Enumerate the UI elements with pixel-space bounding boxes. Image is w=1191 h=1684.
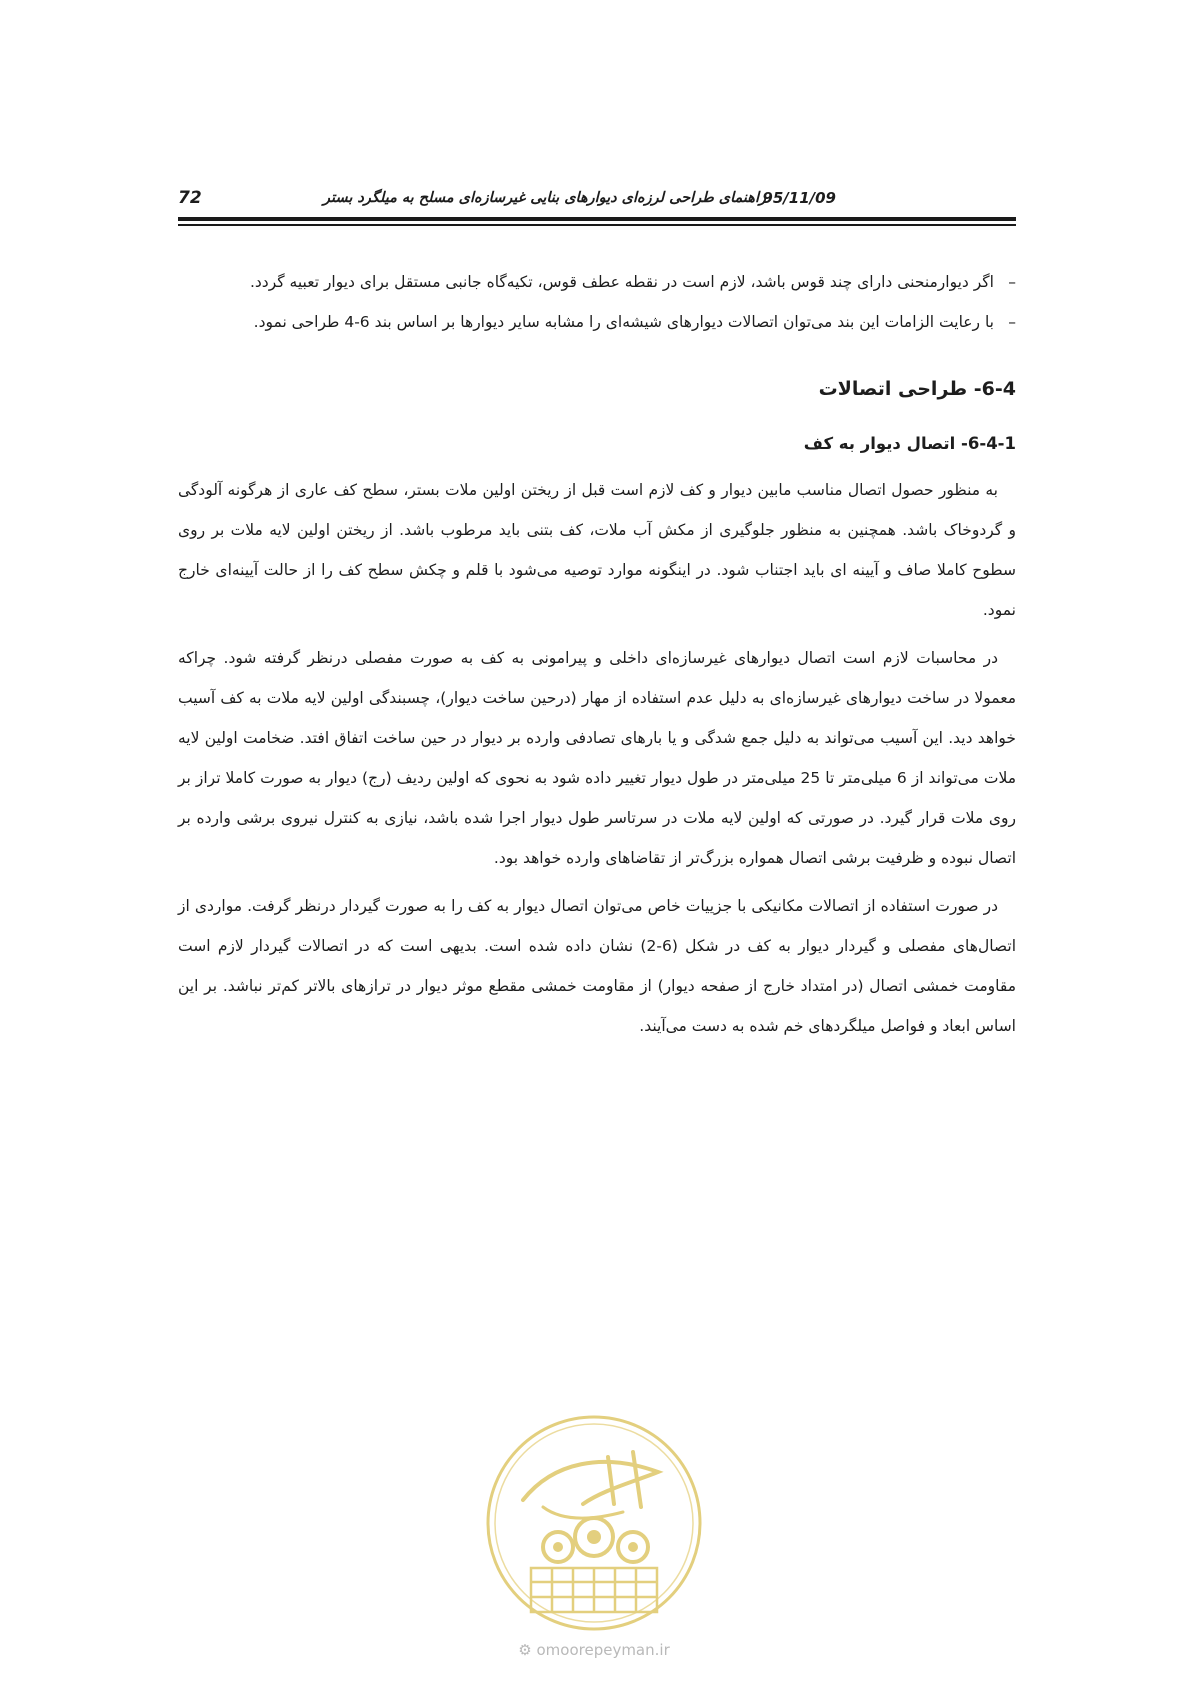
section-heading: 6-4- طراحی اتصالات (818, 378, 1016, 400)
header-title: راهنمای طراحی لرزه‌ای دیوارهای بنایی غیرسازه‌ای مسلح به میلگرد بستر (323, 190, 766, 206)
subsection-heading: 6-4-1- اتصال دیوار به کف (803, 434, 1016, 453)
bullet-item (178, 262, 1016, 302)
header-date: 95/11/09 (762, 189, 836, 207)
running-header (178, 186, 1016, 216)
body-content (178, 262, 1016, 1054)
page-number: 72 (178, 188, 202, 208)
site-text: omoorepeyman.ir (536, 1641, 670, 1659)
header-rule-thick (178, 217, 1016, 221)
watermark-seal-logo (483, 1412, 705, 1634)
watermark-site (483, 1641, 705, 1659)
bullet-text: اگر دیوارمنحنی دارای چند قوس باشد، لازم است در نقطه عطف قوس، تکیه‌گاه جانبی مستقل برای دیوار تعبیه گردد. (249, 273, 994, 291)
bullet-item (178, 302, 1016, 342)
bullet-dash: – (1008, 273, 1016, 291)
site-icon: ⚙ (518, 1641, 532, 1659)
header-rule-thin (178, 224, 1016, 226)
bullet-dash: – (1008, 313, 1016, 331)
paragraph: در صورت استفاده از اتصالات مکانیکی با جزییات خاص می‌توان اتصال دیوار به کف را به صورت گیردار درنظر گرفت. مواردی از اتصال‌های مفصلی و گیردار دیوار به کف در شکل (6-2) نشان داده شده است. بدیهی است که در اتصالات گیردار لازم است مقاومت خمشی اتصال (در امتداد خارج از صفحه دیوار) از مقاومت خمشی مقطع موثر دیوار در ترازهای بالاتر کم‌تر نباشد. بر این اساس ابعاد و فواصل میلگردهای خم شده به دست می‌آیند. (178, 897, 1016, 1035)
paragraph: به منظور حصول اتصال مناسب مابین دیوار و کف لازم است قبل از ریختن اولین ملات بستر، سطح کف عاری از هرگونه آلودگی و گردوخاک باشد. همچنین به منظور جلوگیری از مکش آب ملات، کف بتنی باید مرطوب باشد. از ریختن اولین لایه ملات بر روی سطوح کاملا صاف و آیینه ای باید اجتناب شود. در اینگونه موارد توصیه می‌شود با قلم و چکش سطح کف را از حالت آیینه‌ای خارج نمود. (178, 481, 1016, 619)
bullet-text: با رعایت الزامات این بند می‌توان اتصالات دیوارهای شیشه‌ای را مشابه سایر دیوارها بر اساس بند 6-4 طراحی نمود. (253, 313, 994, 331)
paragraph: در محاسبات لازم است اتصال دیوارهای غیرسازه‌ای داخلی و پیرامونی به کف به صورت مفصلی درنظر گرفته شود. چراکه معمولا در ساخت دیوارهای غیرسازه‌ای به دلیل عدم استفاده از مهار (درحین ساخت دیوار)، چسبندگی اولین لایه ملات به کف آسیب خواهد دید. این آسیب می‌تواند به دلیل جمع شدگی و یا بارهای تصادفی وارده بر دیوار در حین ساخت اتفاق افتد. ضخامت اولین لایه ملات می‌تواند از 6 میلی‌متر تا 25 میلی‌متر در طول دیوار تغییر داده شود به نحوی که اولین ردیف (رج) دیوار به صورت کاملا تراز بر روی ملات قرار گیرد. در صورتی که اولین لایه ملات در سرتاسر طول دیوار اجرا شده باشد، نیازی به کنترل نیروی برشی وارده بر اتصال نبوده و ظرفیت برشی اتصال همواره بزرگ‌تر از تقاضاهای وارده خواهد بود. (178, 649, 1016, 867)
